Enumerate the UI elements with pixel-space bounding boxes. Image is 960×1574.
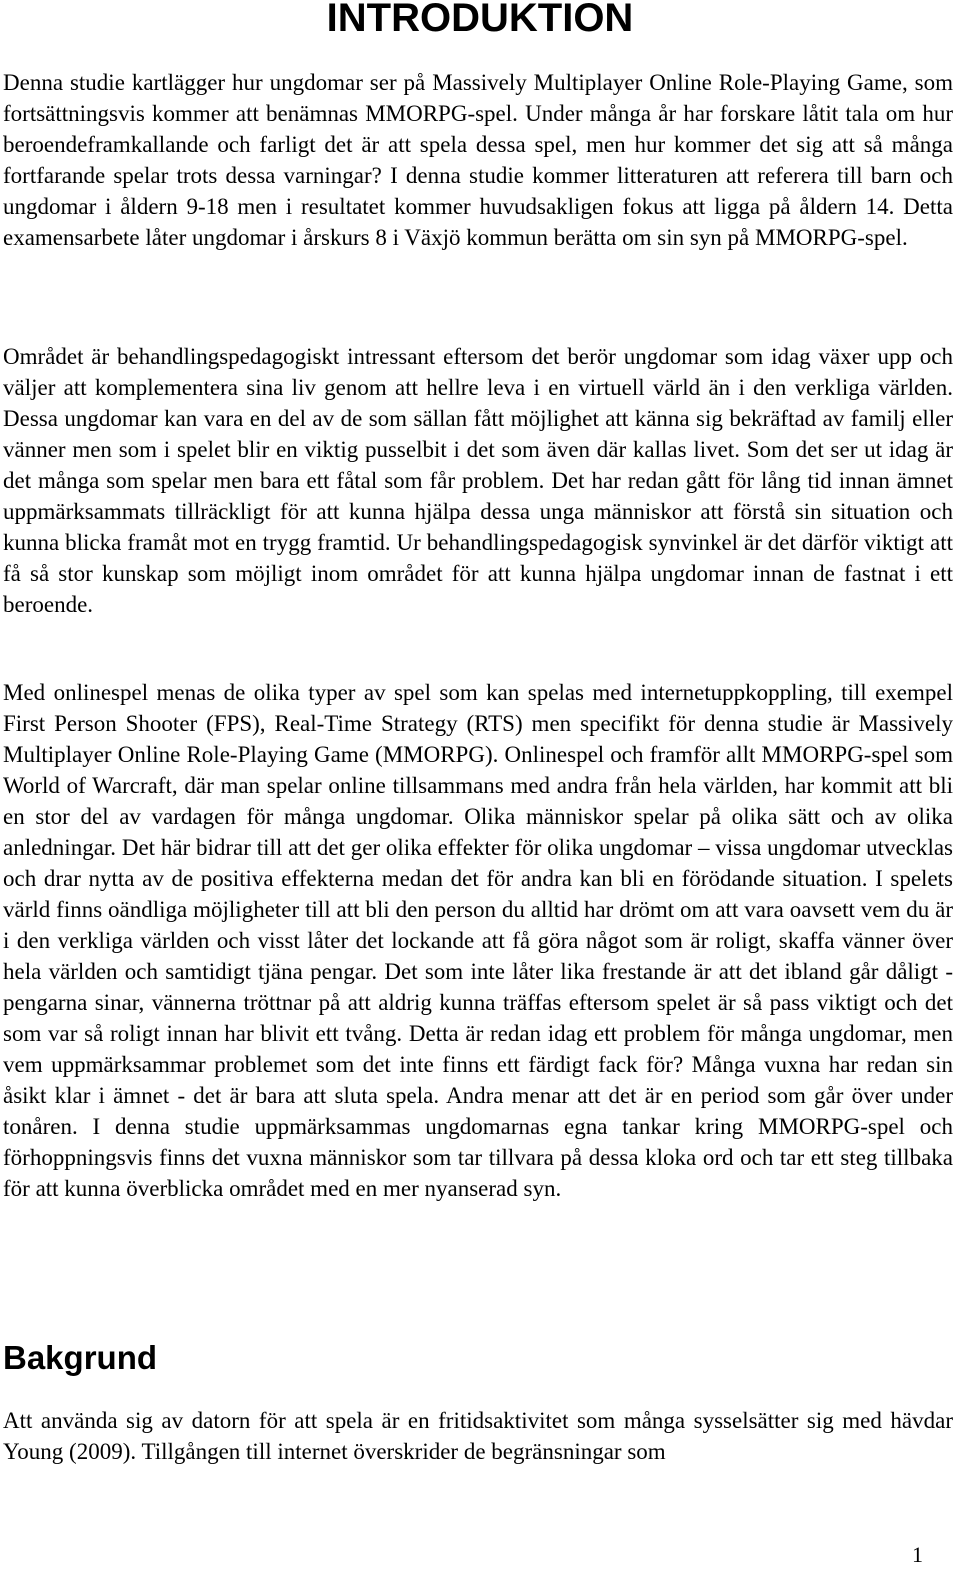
intro-paragraph-1: Denna studie kartlägger hur ungdomar ser på Massively Multiplayer Online Role-Playing Game, som fortsättningsvis kommer att benämnas MMORPG-spel. Under många år har forskare låtit tala om hur beroendeframkallande och farligt det är att spela dessa spel, men hur kommer det sig att så många fortfarande spelar trots dessa varningar? I denna studie kommer litteraturen att referera till barn och ungdomar i åldern 9-18 men i resultatet kommer huvudsakligen fokus att ligga på åldern 14. Detta examensarbete låter ungdomar i årskurs 8 i Växjö kommun berätta om sin syn på MMORPG-spel. [3,70,953,250]
intro-paragraph-2: Området är behandlingspedagogiskt intressant eftersom det berör ungdomar som idag växer upp och väljer att komplementera sina liv genom att hellre leva i en virtuell värld än i den verkliga världen. Dessa ungdomar kan vara en del av de som sällan fått möjlighet att känna sig bekräftad av familj eller vänner men som i spelet blir en viktig pusselbit i det som även där kallas livet. Som det ser ut idag är det många som spelar men bara ett fåtal som får problem. Det har redan gått för lång tid innan ämnet uppmärksammats tillräckligt för att kunna hjälpa dessa unga människor att förstå sin situation och kunna blicka framåt mot en trygg framtid. Ur behandlingspedagogisk synvinkel är det därför viktigt att få så stor kunskap som möjligt inom området för att kunna hjälpa ungdomar innan de fastnat i ett beroende. [3,344,953,617]
page-title: INTRODUKTION [326,0,634,40]
page-number: 1 [912,1542,923,1567]
background-paragraph: Att använda sig av datorn för att spela är en fritidsaktivitet som många sysselsätter sig med hävdar Young (2009). Tillgången till internet överskrider de begränsningar som [3,1408,953,1464]
section-heading: Bakgrund [3,1339,158,1376]
intro-paragraph-3: Med onlinespel menas de olika typer av spel som kan spelas med internetuppkoppling, till exempel First Person Shooter (FPS), Real-Time Strategy (RTS) men specifikt för denna studie är Massively Multiplayer Online Role-Playing Game (MMORPG). Onlinespel och framför allt MMORPG-spel som World of Warcraft, där man spelar online tillsammans med andra från hela världen, har kommit att bli en stor del av vardagen för många ungdomar. Olika människor spelar på olika sätt och av olika anledningar. Det här bidrar till att det ger olika effekter för olika ungdomar – vissa ungdomar utvecklas och drar nytta av de positiva effekterna medan det för andra kan bli en förödande situation. I spelets värld finns oändliga möjligheter till att bli den person du alltid har drömt om att vara oavsett vem du är i den verkliga världen och visst låter det lockande att få göra något som är roligt, skaffa vänner över hela världen och samtidigt tjäna pengar. Det som inte låter lika frestande är att det ibland går dåligt - pengarna sinar, vännerna tröttnar på att aldrig kunna träffas eftersom spelet är så pass viktigt och det som var så roligt innan har blivit ett tvång. Detta är redan idag ett problem för många ungdomar, men vem uppmärksammar problemet som det inte finns ett färdigt fack för? Många vuxna har redan sin åsikt klar i ämnet - det är bara att sluta spela. Andra menar att det är en period som går över under tonåren. I denna studie uppmärksammas ungdomarnas egna tankar kring MMORPG-spel och förhoppningsvis finns det vuxna människor som tar tillvara på dessa kloka ord och tar ett steg tillbaka för att kunna överblicka området med en mer nyanserad syn. [3,680,953,1201]
